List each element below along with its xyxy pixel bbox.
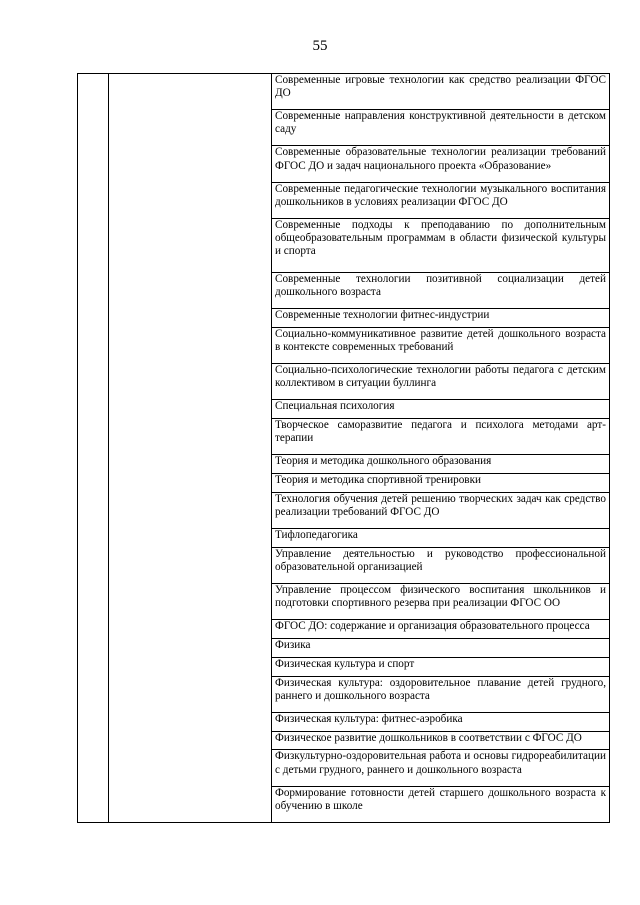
- number-column-cell: [78, 74, 109, 823]
- course-title-cell: Физкультурно-оздоровительная работа и основы гидрореабилитации с детьми грудного, раннего и дошкольного возраста: [272, 750, 610, 786]
- table-row: [78, 74, 610, 110]
- course-title-cell: Технология обучения детей решению творческих задач как средство реализации требований ФГОС ДО: [272, 492, 610, 528]
- course-title-cell: Тифлопедагогика: [272, 528, 610, 547]
- course-title-cell: Управление процессом физического воспитания школьников и подготовки спортивного резерва при реализации ФГОС ОО: [272, 583, 610, 619]
- course-title-cell: Современные образовательные технологии реализации требований ФГОС ДО и задач национального проекта «Образование»: [272, 146, 610, 182]
- course-title-cell: Физическая культура: оздоровительное плавание детей грудного, раннего и дошкольного возраста: [272, 676, 610, 712]
- course-title-cell: Социально-коммуникативное развитие детей дошкольного возраста в контексте современных требований: [272, 327, 610, 363]
- category-column-cell: [109, 74, 272, 823]
- course-title-cell: Современные технологии фитнес-индустрии: [272, 308, 610, 327]
- course-table: [77, 73, 610, 823]
- course-title-cell: ФГОС ДО: содержание и организация образовательного процесса: [272, 620, 610, 639]
- course-title-cell: Физическое развитие дошкольников в соответствии с ФГОС ДО: [272, 731, 610, 750]
- course-title-cell: Современные направления конструктивной деятельности в детском саду: [272, 110, 610, 146]
- course-title-cell: Современные игровые технологии как средство реализации ФГОС ДО: [272, 74, 610, 110]
- course-title-cell: Теория и методика спортивной тренировки: [272, 473, 610, 492]
- course-title-cell: Современные педагогические технологии музыкального воспитания дошкольников в условиях реализации ФГОС ДО: [272, 182, 610, 218]
- course-title-cell: Физика: [272, 638, 610, 657]
- course-title-cell: Физическая культура: фитнес-аэробика: [272, 712, 610, 731]
- course-title-cell: Управление деятельностью и руководство профессиональной образовательной организацией: [272, 547, 610, 583]
- course-title-cell: Современные подходы к преподаванию по дополнительным общеобразовательным программам в области физической культуры и спорта: [272, 218, 610, 272]
- course-title-cell: Специальная психология: [272, 400, 610, 419]
- course-title-cell: Физическая культура и спорт: [272, 657, 610, 676]
- course-title-cell: Социально-психологические технологии работы педагога с детским коллективом в ситуации буллинга: [272, 363, 610, 399]
- page-number: 55: [312, 38, 328, 54]
- course-title-cell: Творческое саморазвитие педагога и психолога методами арт-терапии: [272, 418, 610, 454]
- course-title-cell: Современные технологии позитивной социализации детей дошкольного возраста: [272, 272, 610, 308]
- course-title-cell: Теория и методика дошкольного образования: [272, 455, 610, 474]
- course-title-cell: Формирование готовности детей старшего дошкольного возраста к обучению в школе: [272, 786, 610, 822]
